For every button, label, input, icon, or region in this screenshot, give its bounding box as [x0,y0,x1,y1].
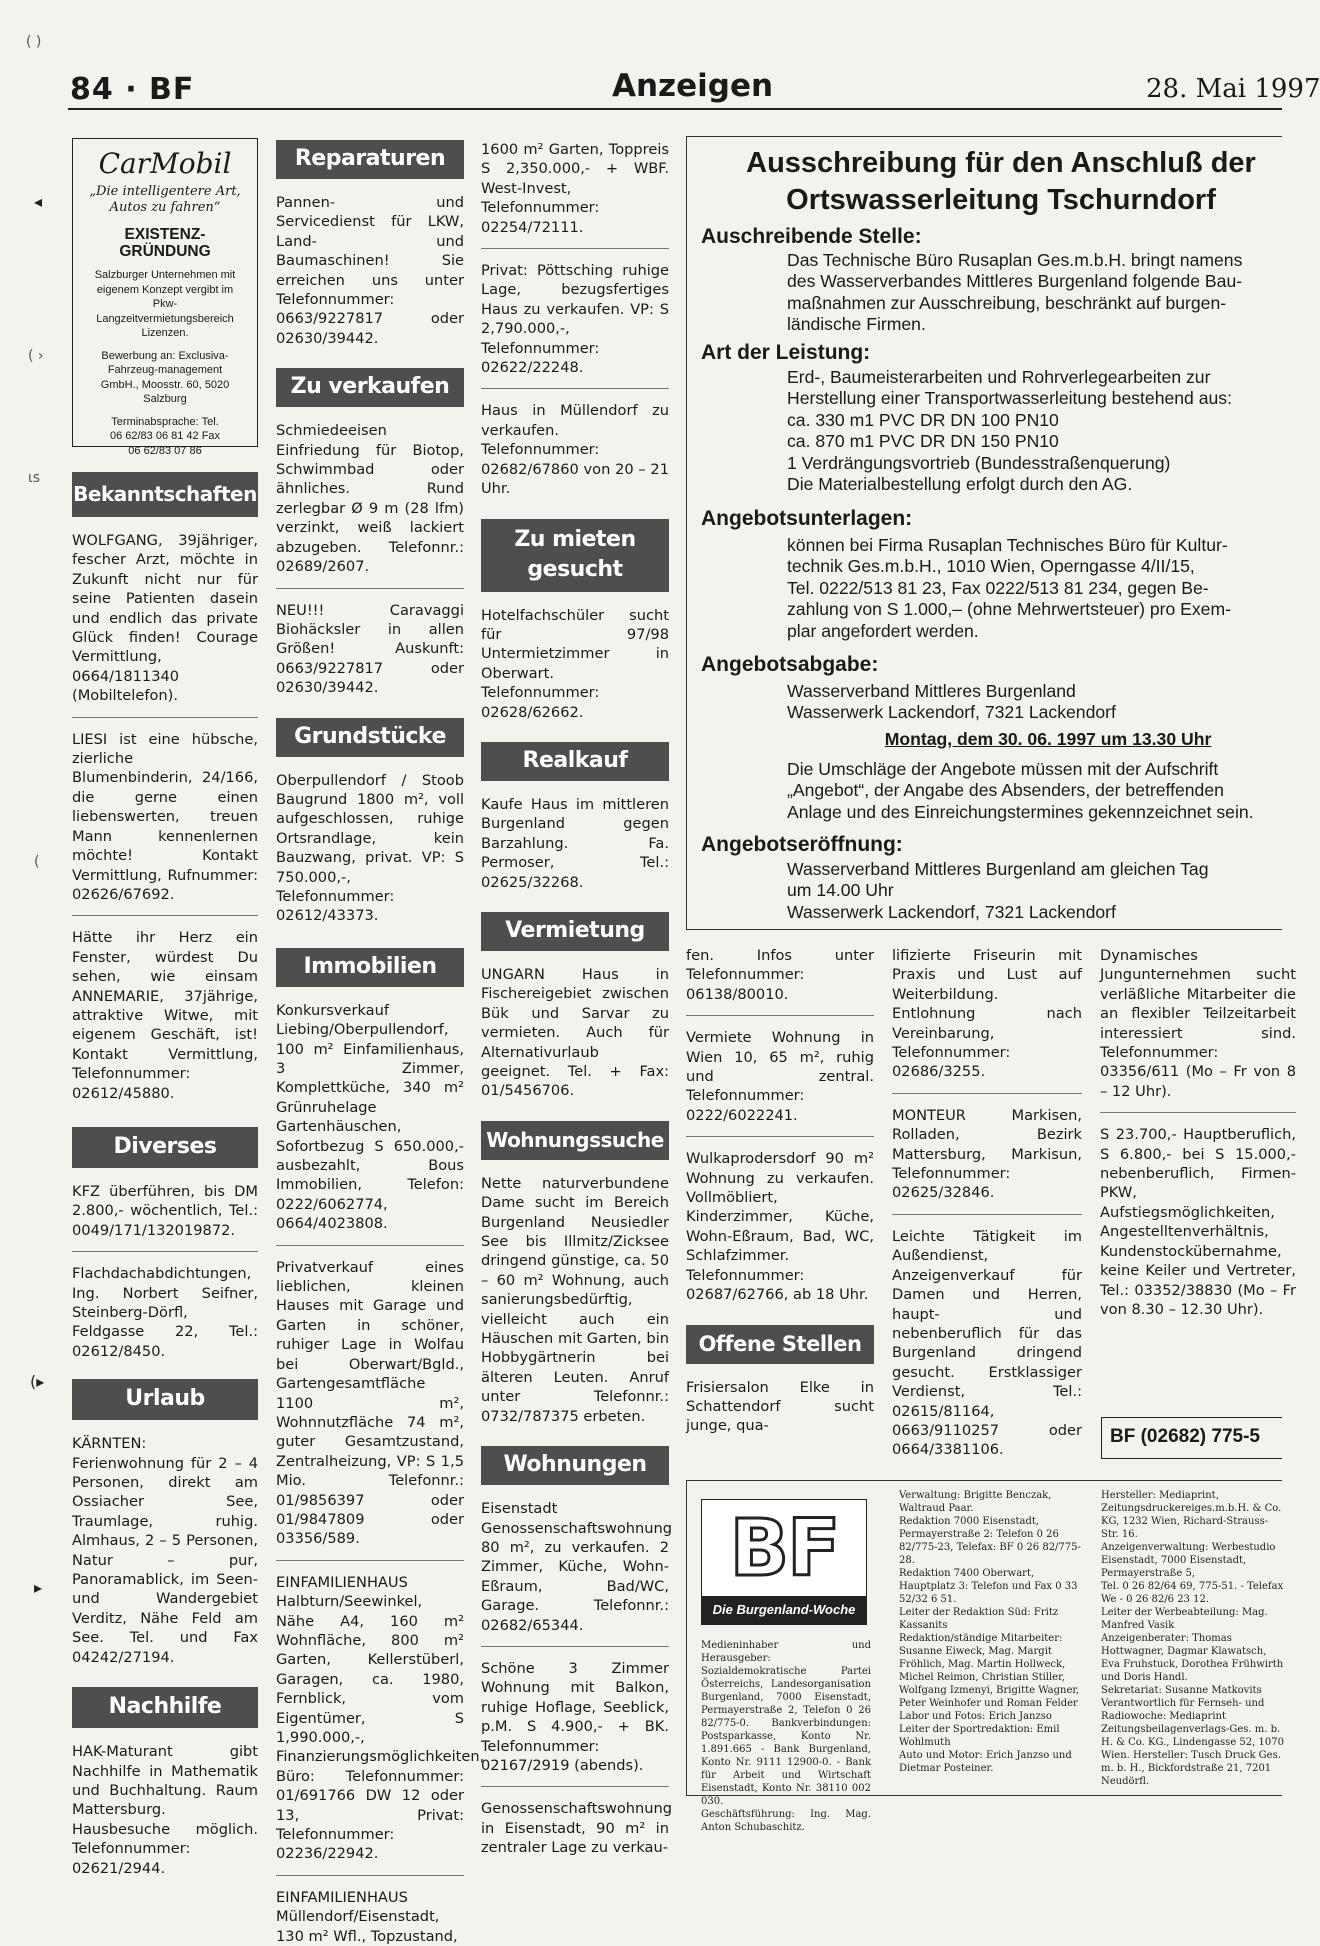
ad-separator [481,248,669,249]
impressum-werbeabteilung: Leiter der Werbeabteilung: Mag. Manfred Vasik [1101,1607,1268,1631]
tender-line: des Wasserverbandes Mittleres Burgenland folgende Bau- [787,271,1243,292]
ad-annemarie: Hätte ihr Herz ein Fenster, würdest Du sehen, wie einsam ANNEMARIE, 37jährige, attraktive Witwe, mit eigenem Geschäft, ist! Kontakt Vermittlung, Telefonnummer: 02612/45880. [72,929,258,1102]
tender-label-leistung: Art der Leistung: [701,341,871,364]
ad-ungarn: UNGARN Haus in Fischereigebiet zwischen Bük und Sarvar zu vermieten. Auch für Alternativurlaub geeignet. Tel. + Fax: 01/5456706. [481,965,669,1100]
ad-muellendorf-efh: EINFAMILIENHAUS Müllendorf/Eisenstadt, 130 m² Wfl., Topzustand, [276,1888,458,1945]
margin-mark: ( › [28,348,44,364]
carmobil-ad [72,138,258,457]
tender-label-unterlagen: Angebotsunterlagen: [701,507,913,530]
impressum-owner [701,1639,871,1834]
ad-konkursverkauf: Konkursverkauf Liebing/Oberpullendorf, 100 m² Einfamilienhaus, 3 Zimmer, Komplettküche, 340 m² Grünruhelage Gartenhäuschen, Sofortbezug S 650.000,- ausbezahlt, Bous Immobilien, Telefon: 0222/6062774, 0664/4023808. [276,1001,464,1233]
margin-mark: ιs [28,470,41,486]
tender-line: können bei Firma Rusaplan Technisches Büro für Kultur- [787,535,1228,555]
carmobil-headline: EXISTENZ-GRÜNDUNG [119,226,211,260]
ad-kaernten: KÄRNTEN: Ferienwohnung für 2 – 4 Personen, direkt am Ossiacher See, Traumlage, ruhig. Almhaus, 2 – 5 Personen, Natur – pur, Panoramablick, im Seen- und Wandergebiet Verditz, Nähe Feld am See. Tel. und Fax 04242/27194. [72,1435,258,1666]
ad-separator [276,1560,464,1561]
carmobil-body: Salzburger Unternehmen mit eigenem Konzept vergibt im Pkw-Langzeitvermietungsbereich Lizenzen. [94,269,236,339]
tender-line: um 14.00 Uhr [787,880,894,901]
heading-urlaub: Urlaub [72,1379,258,1420]
carmobil-contact: Terminabsprache: Tel. 06 62/83 06 81 42 Fax 06 62/83 07 86 [109,415,221,457]
tender-label-eroeffnung: Angebotseröffnung: [701,833,903,856]
heading-zu-verkaufen: Zu verkaufen [276,368,464,407]
ad-separator [276,1245,464,1246]
impressum-redaktion-eisenstadt: Redaktion 7000 Eisenstadt, Permayerstraße 2: Telefon 0 26 82/775-23, Telefax: BF 0 26 82/775-28. [899,1516,1081,1566]
heading-diverses: Diverses [72,1127,258,1168]
ad-flachdach: Flachdachabdichtungen, Ing. Norbert Seifner, Steinberg-Dörfl, Feldgasse 22, Tel.: 02612/8450. [72,1265,258,1360]
tender-line: Wasserwerk Lackendorf, 7321 Lackendorf [787,901,1116,922]
ad-wien: Vermiete Wohnung in Wien 10, 65 m², ruhig und zentral. Telefonnummer: 0222/6022241. [686,1029,874,1124]
ad-frisiersalon: Frisiersalon Elke in Schattendorf sucht junge, qua- [686,1378,874,1435]
tender-line: Das Technische Büro Rusaplan Ges.m.b.H. bringt namens [787,250,1243,270]
heading-vermietung: Vermietung [481,912,669,951]
heading-line: gesucht [527,556,623,582]
tender-line: zahlung von S 1.000,– (ohne Mehrwertsteuer) pro Exem- [787,599,1231,620]
impressum [686,1480,1284,1833]
ad-wulkaprodersdorf: Wulkaprodersdorf 90 m² Wohnung zu verkaufen. Vollmöbliert, Kinderzimmer, Küche, Wohn-Eßraum, Bad, WC, Schlafzimmer. Telefonnummer: 02687/62766, ab 18 Uhr. [686,1150,874,1304]
tender-line: Wasserverband Mittleres Burgenland am gleichen Tag [787,859,1209,879]
ad-halbturn: EINFAMILIENHAUS Halbturn/Seewinkel, Nähe A4, 160 m² Wohnfläche, 800 m² Garten, Kellerstüberl, Garagen, ca. 1980, Fernblick, vom Eigentümer, S 1,990.000,-, Finanzierungsmöglichkeiten, Büro: Telefonnummer: 01/691766 DW 12 oder 13, Privat: Telefonnummer: 02236/22942. [276,1573,485,1863]
tender-text-unterlagen [787,535,1287,642]
ad-naturverbunden: Nette naturverbundene Dame sucht im Bereich Burgenland Neusiedler See bis Illmitz/Zicksee dringend günstige, ca. 50 – 60 m² Wohnung, auch sanierungsbedürftig, vielleicht auch ein Häuschen mit Garten, bin Hobbygärtnerin bei älteren Leuten. Anruf unter Telefonnr.: 0732/787375 erbeten. [481,1174,669,1425]
impressum-leiter-sued: Leiter der Redaktion Süd: Fritz Kassanits [899,1607,1059,1631]
column-2 [276,128,485,1946]
ad-stoob: Oberpullendorf / Stoob Baugrund 1800 m², voll aufgeschlossen, ruhige Ortsrandlage, kein Bauzwang, privat. VP: S 750.000,-, Telefonnummer: 02612/43373. [276,771,464,925]
ad-friseurin: lifizierte Friseurin mit Praxis und Lust auf Weiterbildung. Entlohnung nach Vereinbarung, Telefonnummer: 02686/3255. [892,947,1082,1081]
margin-mark: ( [34,854,40,870]
tender-line: Die Umschläge der Angebote müssen mit der Aufschrift [787,759,1219,779]
tender-label-abgabe: Angebotsabgabe: [701,653,879,676]
heading-wohnungssuche: Wohnungssuche [481,1121,669,1160]
ad-separator [72,1251,258,1252]
tender-line: maßnahmen zur Ausschreibung, beschränkt auf burgen- [787,292,1227,313]
page-number: 84 · BF [70,72,195,107]
carmobil-title: CarMobil [98,147,232,180]
ad-hotelfach: Hotelfachschüler sucht für 97/98 Untermietzimmer in Oberwart. Telefonnummer: 02628/62662. [481,606,669,721]
ad-hak: HAK-Maturant gibt Nachhilfe in Mathematik und Buchhaltung. Raum Mattersburg. Hausbesuche möglich. Telefonnummer: 02621/2944. [72,1743,258,1877]
ad-genossenschaft: Genossenschaftswohnung in Eisenstadt, 90 m² in zentraler Lage zu verkau- [481,1800,673,1857]
ad-liesi: LIESI ist eine hübsche, zierliche Blumenbinderin, 24/166, die gerne einen liebenswerten, treuen Mann kennenlernen möchte! Kontakt Vermittlung, Rufnummer: 02626/67692. [72,730,258,903]
column-6-clip [1100,946,1296,1406]
tender-line: plar angefordert werden. [787,620,979,641]
bf-phone-box: BF (02682) 775-5 [1101,1417,1282,1459]
impressum-verwaltung: Verwaltung: Brigitte Benczak, Waltraud Paar. [899,1490,1052,1514]
ad-hauptberuflich: S 23.700,- Hauptberuflich, S 6.800,- bei S 15.000,- nebenberuflich, Firmen-PKW, Aufstiegsmöglichkeiten, Angestelltenverhältnis, Kundenstockübernahme, keine Keiler und Vertreter, Tel.: 03352/38830 (Mo – Fr von 8.30 – 12.30 Uhr). [1100,1126,1296,1318]
heading-line: Zu mieten [514,526,636,552]
ad-separator [686,1015,874,1016]
impressum-telefon: Tel. 0 26 82/64 69, 775-51. - Telefax We - 0 26 82/6 23 12. [1101,1581,1284,1605]
heading-realkauf: Realkauf [481,742,669,781]
tender-text-leistung [787,367,1287,495]
heading-wohnungen: Wohnungen [481,1446,669,1485]
tender-line: Die Materialbestellung erfolgt durch den AG. [787,474,1133,495]
heading-nachhilfe: Nachhilfe [72,1687,258,1728]
issue-date: 28. Mai 1997 [1146,74,1320,104]
bf-logo [701,1499,867,1625]
ad-eisenstadt: Eisenstadt Genossenschaftswohnung 80 m², zu verkaufen. 2 Zimmer, Küche, Wohn-Eßraum, Bad/WC, Garage. Telefonnr.: 02682/65344. [481,1500,673,1634]
section-title: Anzeigen [612,68,774,104]
tender-line: Herstellung einer Transportwasserleitung bestehend aus: [787,388,1232,409]
ad-separator [481,1786,669,1787]
impressum-redaktion-oberwart: Redaktion 7400 Oberwart, Hauptplatz 3: Telefon und Fax 0 33 52/32 6 51. [899,1568,1078,1605]
heading-offene-stellen: Offene Stellen [686,1325,874,1364]
ad-toppreis: 1600 m² Garten, Toppreis S 2,350.000,- + WBF. West-Invest, Telefonnummer: 02254/72111. [481,141,669,236]
tender-line: ca. 330 m1 PVC DR DN 100 PN10 [787,409,1059,430]
carmobil-slogan: „Die intelligentere Art, Autos zu fahren“ [89,184,241,215]
tender-line: ca. 870 m1 PVC DR DN 150 PN10 [787,431,1059,452]
tender-label-stelle: Auschreibende Stelle: [701,225,922,248]
column-3 [481,140,673,1858]
ad-schmiedeeisen: Schmiedeeisen Einfriedung für Biotop, Schwimmbad oder ähnliches. Rund zerlegbar Ø 9 m (28 lfm) verzinkt, weiß lackiert abzugeben. Telefonnr.: 02689/2607. [276,422,464,576]
ad-service: Pannen- und Servicedienst für LKW, Land- und Baumaschinen! Sie erreichen uns unter Telefonnummer: 0663/9227817 oder 02630/39442. [276,194,464,347]
ad-separator [892,1093,1082,1094]
tender-deadline: Montag, dem 30. 06. 1997 um 13.30 Uhr [884,729,1212,749]
ad-infos: fen. Infos unter Telefonnummer: 06138/80010. [686,947,874,1003]
tender-text-eroeffnung [787,859,1287,923]
ad-realkauf: Kaufe Haus im mittleren Burgenland gegen Barzahlung. Fa. Permoser, Tel.: 02625/32268. [481,795,669,891]
impressum-hersteller: Hersteller: Mediaprint, Zeitungsdruckereiges.m.b.H. & Co. KG, 1232 Wien, Richard-Strauss-Str. 16. [1101,1490,1282,1540]
impressum-auto: Auto und Motor: Erich Janzso und Dietmar Posteiner. [899,1750,1072,1774]
impressum-labor: Labor und Fotos: Erich Janzso [899,1711,1052,1722]
ad-kfz: KFZ überführen, bis DM 2.800,- wöchentlich, Tel.: 0049/171/132019872. [72,1182,258,1239]
ad-separator [686,1136,874,1137]
impressum-sport: Leiter der Sportredaktion: Emil Wohlmuth [899,1724,1060,1748]
tender-title-line: Ortswasserleitung Tschurndorf [786,184,1216,216]
impressum-editorial [899,1489,1083,1775]
ad-monteur: MONTEUR Markisen, Rolladen, Bezirk Mattersburg, Markisun, Telefonnummer: 02625/32846. [892,1106,1082,1202]
column-6 [1100,946,1296,1319]
margin-mark: ▸ [34,1578,43,1597]
tender-line: technik Ges.m.b.H., 1010 Wien, Operngasse 4/II/15, [787,556,1195,577]
ad-muellendorf: Haus in Müllendorf zu verkaufen. Telefonnummer: 02682/67860 von 20 – 21 Uhr. [481,402,669,498]
column-1 [72,460,258,1878]
tender-line: 1 Verdrängungsvortrieb (Bundesstraßenquerung) [787,452,1171,473]
ad-separator [276,1875,464,1876]
ad-leichte-taetigkeit: Leichte Tätigkeit im Außendienst, Anzeigenverkauf für Damen und Herren, haupt- und nebenberuflich für das Burgenland dringend gesucht. Erstklassiger Verdienst, Tel.: 02615/81164, 0663/9110257 oder 0664/3381106. [892,1227,1082,1459]
tender-line: Wasserwerk Lackendorf, 7321 Lackendorf [787,702,1116,723]
margin-mark: ( ) [26,34,42,50]
ad-separator [481,388,669,389]
ad-dynamisch: Dynamisches Jungunternehmen sucht verläßliche Mitarbeiter die an flexibler Teilzeitarbeit interessiert sind. Telefonnummer: 03356/611 (Mo – Fr von 8 – 12 Uhr). [1100,947,1296,1100]
impressum-management: Geschäftsführung: Ing. Mag. Anton Schubaschitz. [701,1809,871,1833]
ad-separator [892,1214,1082,1215]
header-rule [68,108,1282,110]
impressum-anzeigen: Anzeigenverwaltung: Werbestudio Eisenstadt, 7000 Eisenstadt, Permayerstraße 5, [1101,1542,1276,1579]
ad-separator [481,1646,669,1647]
impressum-owner-text: Medieninhaber und Herausgeber: Sozialdemokratische Partei Österreichs, Landesorganisation Burgenland, 7000 Eisenstadt, Permayerstraße 2, Telefon 0 26 82/775-0. Bankverbindungen: Postsparkasse, Konto Nr. 1.891.665 - Bank Burgenland, Konto Nr. 9111 12900-0. - Bank für Arbeit und Wirtschaft Eisenstadt, Konto Nr. 38110 002 030. [701,1640,871,1807]
tender-title-line: Ausschreibung für den Anschluß der [746,147,1256,179]
tender-line: Anlage und des Einreichungstermines gekennzeichnet sein. [787,801,1254,822]
ad-separator [276,588,464,589]
ad-caravaggi: NEU!!! Caravaggi Biohäcksler in allen Größen! Auskunft: 0663/9227817 oder 02630/39442. [276,601,464,697]
tender-line: Tel. 0222/513 81 23, Fax 0222/513 81 234, gegen Be- [787,577,1209,598]
margin-mark: ◂ [34,192,43,211]
ad-separator [72,717,258,718]
tender-text-stelle [787,250,1287,336]
heading-bekanntschaften: Bekanntschaften [72,472,258,517]
ad-privatverkauf: Privatverkauf eines lieblichen, kleinen Hauses mit Garage und Garten in schöner, ruhiger Lage in Wolfau bei Oberwart/Bgld., Gartengesamtfläche 1100 m², Wohnnutzfläche 74 m², guter Gesamtzustand, Zentralheizung, VP: S 1,5 Mio. Telefonnr.: 01/9856397 oder 01/9847809 oder 03356/589. [276,1258,464,1548]
ad-separator [1100,1112,1296,1113]
impressum-sekretariat: Sekretariat: Susanne Matkovits [1101,1685,1262,1696]
tender-text-abgabe [787,681,1287,724]
heading-immobilien: Immobilien [276,948,464,987]
tender-line: „Angebot“, der Angabe des Absenders, der betreffenden [787,780,1224,801]
heading-reparaturen: Reparaturen [276,140,464,179]
impressum-production [1101,1489,1285,1788]
column-4 [686,946,874,1436]
bf-logo-letters: BF [729,1504,839,1594]
tender-text-umschlaege [787,759,1287,823]
tender-notice [686,136,1282,930]
heading-zu-mieten-gesucht [481,519,669,592]
ad-wolfgang: WOLFGANG, 39jähriger, fescher Arzt, möchte in Zukunft nicht nur für seine Patienten dasein und endlich das private Glück finden! Courage Vermittlung, 0664/1811340 (Mobiltelefon). [72,532,258,705]
bf-logo-caption: Die Burgenland-Woche [702,1596,866,1624]
tender-line: Wasserverband Mittleres Burgenland [787,681,1076,701]
tender-title [701,145,1301,219]
carmobil-apply: Bewerbung an: Exclusiva-Fahrzeug-management GmbH., Moosstr. 60, 5020 Salzburg [100,349,230,405]
impressum-anzeigenberater: Anzeigenberater: Thomas Hottwagner, Dagmar Klawatsch, Eva Fruhstuck, Dorothea Frühwirth und Doris Handl. [1101,1633,1284,1683]
impressum-fernsehwoche: Verantwortlich für Fernseh- und Radiowoche: Mediaprint Zeitungsbeilagenverlags-Ges. m. b. H. & Co. KG., Lindengasse 52, 1070 Wien. Hersteller: Tusch Druck Ges. m. b. H., Bickfordstraße 21, 7201 Neudörfl. [1101,1698,1284,1787]
margin-mark: (▸ [30,1372,45,1391]
ad-separator [72,915,258,916]
column-5 [892,946,1082,1460]
impressum-mitarbeiter: Redaktion/ständige Mitarbeiter: Susanne Eiweck, Mag. Margit Fröhlich, Mag. Martin Hollweck, Michel Reimon, Christian Stiller, Wolfgang Izmenyi, Brigitte Wagner, Peter Weinhofer und Roman Felder [899,1633,1080,1709]
tender-line: ländische Firmen. [787,314,926,335]
heading-grundstuecke: Grundstücke [276,718,464,757]
ad-seeblick: Schöne 3 Zimmer Wohnung mit Balkon, ruhige Hoflage, Seeblick, p.M. S 4.900,- + BK. Telefonnummer: 02167/2919 (abends). [481,1659,669,1774]
tender-line: Erd-, Baumeisterarbeiten und Rohrverlegearbeiten zur [787,367,1211,387]
ad-poettsching: Privat: Pöttsching ruhige Lage, bezugsfertiges Haus zu verkaufen. VP: S 2,790.000,-, Telefonnummer: 02622/22248. [481,262,669,377]
